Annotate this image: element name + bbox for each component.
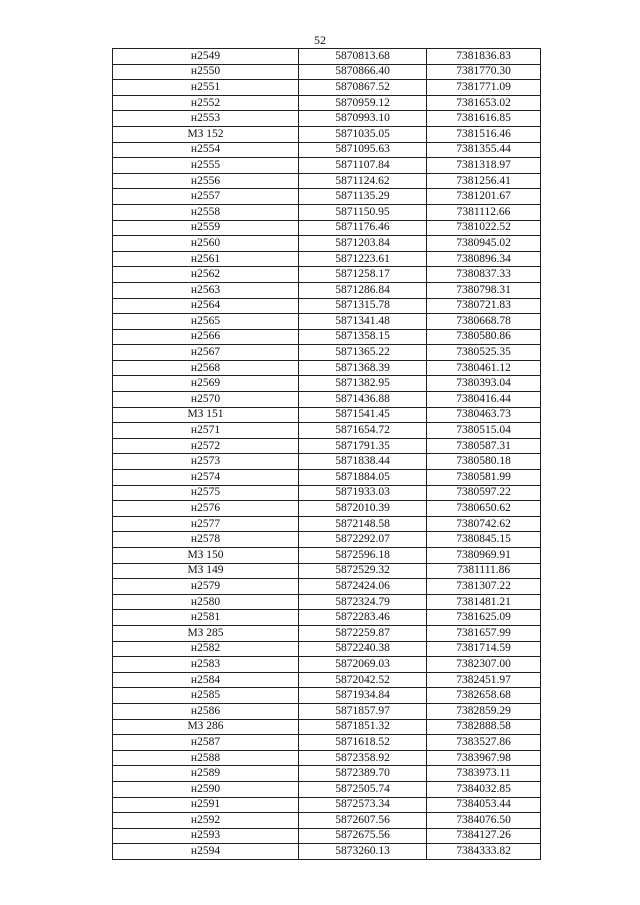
x-coordinate-cell: 5872573.34: [299, 797, 427, 813]
x-coordinate-cell: 5871150.95: [299, 204, 427, 220]
table-row: [113, 579, 541, 595]
point-name-cell: н2565: [113, 314, 299, 330]
point-name-cell: н2583: [113, 657, 299, 673]
y-coordinate-cell: 7381307.22: [427, 579, 541, 595]
y-coordinate-cell: 7380461.12: [427, 360, 541, 376]
point-name-cell: н2568: [113, 360, 299, 376]
x-coordinate-cell: 5871933.03: [299, 485, 427, 501]
point-name-cell: н2551: [113, 80, 299, 96]
table-row: [113, 750, 541, 766]
y-coordinate-cell: 7384127.26: [427, 828, 541, 844]
point-name-cell: н2587: [113, 735, 299, 751]
y-coordinate-cell: 7381355.44: [427, 142, 541, 158]
table-row: [113, 314, 541, 330]
y-coordinate-cell: 7383527.86: [427, 735, 541, 751]
point-name-cell: н2549: [113, 49, 299, 65]
y-coordinate-cell: 7380896.34: [427, 251, 541, 267]
table-row: [113, 204, 541, 220]
x-coordinate-cell: 5871135.29: [299, 189, 427, 205]
y-coordinate-cell: 7381770.30: [427, 64, 541, 80]
x-coordinate-cell: 5873260.13: [299, 844, 427, 860]
point-name-cell: н2553: [113, 111, 299, 127]
point-name-cell: н2570: [113, 392, 299, 408]
table-row: [113, 657, 541, 673]
point-name-cell: н2581: [113, 610, 299, 626]
point-name-cell: МЗ 150: [113, 548, 299, 564]
point-name-cell: н2554: [113, 142, 299, 158]
point-name-cell: н2588: [113, 750, 299, 766]
table-row: [113, 438, 541, 454]
x-coordinate-cell: 5872358.92: [299, 750, 427, 766]
x-coordinate-cell: 5871541.45: [299, 407, 427, 423]
point-name-cell: н2567: [113, 345, 299, 361]
y-coordinate-cell: 7381022.52: [427, 220, 541, 236]
x-coordinate-cell: 5871382.95: [299, 376, 427, 392]
table-row: [113, 470, 541, 486]
x-coordinate-cell: 5871857.97: [299, 703, 427, 719]
y-coordinate-cell: 7381516.46: [427, 126, 541, 142]
point-name-cell: н2575: [113, 485, 299, 501]
y-coordinate-cell: 7384032.85: [427, 781, 541, 797]
table-row: [113, 735, 541, 751]
table-row: [113, 111, 541, 127]
x-coordinate-cell: 5872389.70: [299, 766, 427, 782]
x-coordinate-cell: 5872529.32: [299, 563, 427, 579]
table-row: [113, 142, 541, 158]
x-coordinate-cell: 5871654.72: [299, 423, 427, 439]
x-coordinate-cell: 5871791.35: [299, 438, 427, 454]
x-coordinate-cell: 5872292.07: [299, 532, 427, 548]
x-coordinate-cell: 5872069.03: [299, 657, 427, 673]
x-coordinate-cell: 5872283.46: [299, 610, 427, 626]
point-name-cell: н2582: [113, 641, 299, 657]
y-coordinate-cell: 7382658.68: [427, 688, 541, 704]
point-name-cell: н2564: [113, 298, 299, 314]
x-coordinate-cell: 5872042.52: [299, 672, 427, 688]
table-row: [113, 95, 541, 111]
table-row: [113, 641, 541, 657]
coordinates-table-body: [113, 49, 541, 860]
table-row: [113, 423, 541, 439]
x-coordinate-cell: 5871286.84: [299, 282, 427, 298]
x-coordinate-cell: 5871838.44: [299, 454, 427, 470]
point-name-cell: н2571: [113, 423, 299, 439]
table-row: [113, 173, 541, 189]
point-name-cell: н2578: [113, 532, 299, 548]
x-coordinate-cell: 5871618.52: [299, 735, 427, 751]
y-coordinate-cell: 7380525.35: [427, 345, 541, 361]
x-coordinate-cell: 5871365.22: [299, 345, 427, 361]
x-coordinate-cell: 5871884.05: [299, 470, 427, 486]
x-coordinate-cell: 5870867.52: [299, 80, 427, 96]
y-coordinate-cell: 7382451.97: [427, 672, 541, 688]
table-row: [113, 345, 541, 361]
y-coordinate-cell: 7380580.18: [427, 454, 541, 470]
point-name-cell: н2591: [113, 797, 299, 813]
y-coordinate-cell: 7380463.73: [427, 407, 541, 423]
table-row: [113, 220, 541, 236]
y-coordinate-cell: 7381657.99: [427, 625, 541, 641]
x-coordinate-cell: 5871124.62: [299, 173, 427, 189]
table-row: [113, 267, 541, 283]
x-coordinate-cell: 5871368.39: [299, 360, 427, 376]
y-coordinate-cell: 7380416.44: [427, 392, 541, 408]
y-coordinate-cell: 7381112.66: [427, 204, 541, 220]
x-coordinate-cell: 5871035.05: [299, 126, 427, 142]
table-row: [113, 610, 541, 626]
y-coordinate-cell: 7380945.02: [427, 236, 541, 252]
point-name-cell: МЗ 285: [113, 625, 299, 641]
y-coordinate-cell: 7380587.31: [427, 438, 541, 454]
point-name-cell: н2585: [113, 688, 299, 704]
table-row: [113, 766, 541, 782]
x-coordinate-cell: 5870993.10: [299, 111, 427, 127]
point-name-cell: н2584: [113, 672, 299, 688]
y-coordinate-cell: 7380742.62: [427, 516, 541, 532]
x-coordinate-cell: 5872505.74: [299, 781, 427, 797]
y-coordinate-cell: 7380668.78: [427, 314, 541, 330]
point-name-cell: н2593: [113, 828, 299, 844]
x-coordinate-cell: 5871176.46: [299, 220, 427, 236]
y-coordinate-cell: 7380650.62: [427, 501, 541, 517]
y-coordinate-cell: 7381256.41: [427, 173, 541, 189]
x-coordinate-cell: 5870813.68: [299, 49, 427, 65]
table-row: [113, 49, 541, 65]
table-row: [113, 329, 541, 345]
x-coordinate-cell: 5872324.79: [299, 594, 427, 610]
x-coordinate-cell: 5871358.15: [299, 329, 427, 345]
y-coordinate-cell: 7384076.50: [427, 813, 541, 829]
y-coordinate-cell: 7382888.58: [427, 719, 541, 735]
point-name-cell: н2550: [113, 64, 299, 80]
y-coordinate-cell: 7381771.09: [427, 80, 541, 96]
point-name-cell: н2552: [113, 95, 299, 111]
point-name-cell: н2562: [113, 267, 299, 283]
table-row: [113, 688, 541, 704]
point-name-cell: н2586: [113, 703, 299, 719]
table-row: [113, 532, 541, 548]
table-row: [113, 236, 541, 252]
y-coordinate-cell: 7382307.00: [427, 657, 541, 673]
table-row: [113, 251, 541, 267]
y-coordinate-cell: 7381625.09: [427, 610, 541, 626]
table-row: [113, 781, 541, 797]
y-coordinate-cell: 7383973.11: [427, 766, 541, 782]
x-coordinate-cell: 5870959.12: [299, 95, 427, 111]
coordinates-table: [112, 48, 541, 860]
table-row: [113, 563, 541, 579]
table-row: [113, 360, 541, 376]
table-row: [113, 298, 541, 314]
y-coordinate-cell: 7381836.83: [427, 49, 541, 65]
x-coordinate-cell: 5871203.84: [299, 236, 427, 252]
y-coordinate-cell: 7380837.33: [427, 267, 541, 283]
x-coordinate-cell: 5871223.61: [299, 251, 427, 267]
x-coordinate-cell: 5871095.63: [299, 142, 427, 158]
point-name-cell: н2561: [113, 251, 299, 267]
table-row: [113, 625, 541, 641]
y-coordinate-cell: 7381616.85: [427, 111, 541, 127]
y-coordinate-cell: 7381653.02: [427, 95, 541, 111]
y-coordinate-cell: 7384333.82: [427, 844, 541, 860]
x-coordinate-cell: 5872148.58: [299, 516, 427, 532]
point-name-cell: н2566: [113, 329, 299, 345]
point-name-cell: МЗ 149: [113, 563, 299, 579]
y-coordinate-cell: 7380969.91: [427, 548, 541, 564]
x-coordinate-cell: 5871934.84: [299, 688, 427, 704]
table-row: [113, 282, 541, 298]
point-name-cell: н2563: [113, 282, 299, 298]
point-name-cell: н2580: [113, 594, 299, 610]
y-coordinate-cell: 7381714.59: [427, 641, 541, 657]
point-name-cell: н2577: [113, 516, 299, 532]
x-coordinate-cell: 5872607.56: [299, 813, 427, 829]
point-name-cell: н2576: [113, 501, 299, 517]
table-row: [113, 454, 541, 470]
y-coordinate-cell: 7380845.15: [427, 532, 541, 548]
point-name-cell: н2592: [113, 813, 299, 829]
table-row: [113, 719, 541, 735]
table-row: [113, 376, 541, 392]
y-coordinate-cell: 7382859.29: [427, 703, 541, 719]
y-coordinate-cell: 7381318.97: [427, 158, 541, 174]
x-coordinate-cell: 5872240.38: [299, 641, 427, 657]
point-name-cell: н2557: [113, 189, 299, 205]
x-coordinate-cell: 5871315.78: [299, 298, 427, 314]
x-coordinate-cell: 5872596.18: [299, 548, 427, 564]
x-coordinate-cell: 5872259.87: [299, 625, 427, 641]
table-row: [113, 407, 541, 423]
point-name-cell: н2559: [113, 220, 299, 236]
table-row: [113, 80, 541, 96]
x-coordinate-cell: 5871107.84: [299, 158, 427, 174]
y-coordinate-cell: 7381201.67: [427, 189, 541, 205]
table-row: [113, 516, 541, 532]
table-row: [113, 126, 541, 142]
table-row: [113, 672, 541, 688]
x-coordinate-cell: 5871436.88: [299, 392, 427, 408]
table-row: [113, 501, 541, 517]
table-row: [113, 813, 541, 829]
point-name-cell: н2560: [113, 236, 299, 252]
point-name-cell: н2574: [113, 470, 299, 486]
point-name-cell: н2594: [113, 844, 299, 860]
y-coordinate-cell: 7380597.22: [427, 485, 541, 501]
y-coordinate-cell: 7384053.44: [427, 797, 541, 813]
table-row: [113, 64, 541, 80]
x-coordinate-cell: 5871341.48: [299, 314, 427, 330]
table-row: [113, 828, 541, 844]
y-coordinate-cell: 7380721.83: [427, 298, 541, 314]
table-row: [113, 485, 541, 501]
point-name-cell: н2590: [113, 781, 299, 797]
y-coordinate-cell: 7380581.99: [427, 470, 541, 486]
point-name-cell: н2573: [113, 454, 299, 470]
page-number: 52: [314, 33, 326, 47]
x-coordinate-cell: 5872675.56: [299, 828, 427, 844]
point-name-cell: н2572: [113, 438, 299, 454]
table-row: [113, 844, 541, 860]
table-row: [113, 158, 541, 174]
point-name-cell: н2569: [113, 376, 299, 392]
table-row: [113, 594, 541, 610]
point-name-cell: н2556: [113, 173, 299, 189]
x-coordinate-cell: 5871258.17: [299, 267, 427, 283]
table-row: [113, 797, 541, 813]
point-name-cell: н2558: [113, 204, 299, 220]
y-coordinate-cell: 7380515.04: [427, 423, 541, 439]
y-coordinate-cell: 7380580.86: [427, 329, 541, 345]
point-name-cell: н2579: [113, 579, 299, 595]
table-row: [113, 703, 541, 719]
y-coordinate-cell: 7380798.31: [427, 282, 541, 298]
point-name-cell: МЗ 286: [113, 719, 299, 735]
y-coordinate-cell: 7380393.04: [427, 376, 541, 392]
y-coordinate-cell: 7381111.86: [427, 563, 541, 579]
point-name-cell: н2589: [113, 766, 299, 782]
x-coordinate-cell: 5872424.06: [299, 579, 427, 595]
x-coordinate-cell: 5871851.32: [299, 719, 427, 735]
point-name-cell: н2555: [113, 158, 299, 174]
x-coordinate-cell: 5872010.39: [299, 501, 427, 517]
table-row: [113, 548, 541, 564]
table-row: [113, 392, 541, 408]
y-coordinate-cell: 7383967.98: [427, 750, 541, 766]
point-name-cell: МЗ 152: [113, 126, 299, 142]
point-name-cell: МЗ 151: [113, 407, 299, 423]
y-coordinate-cell: 7381481.21: [427, 594, 541, 610]
x-coordinate-cell: 5870866.40: [299, 64, 427, 80]
table-row: [113, 189, 541, 205]
